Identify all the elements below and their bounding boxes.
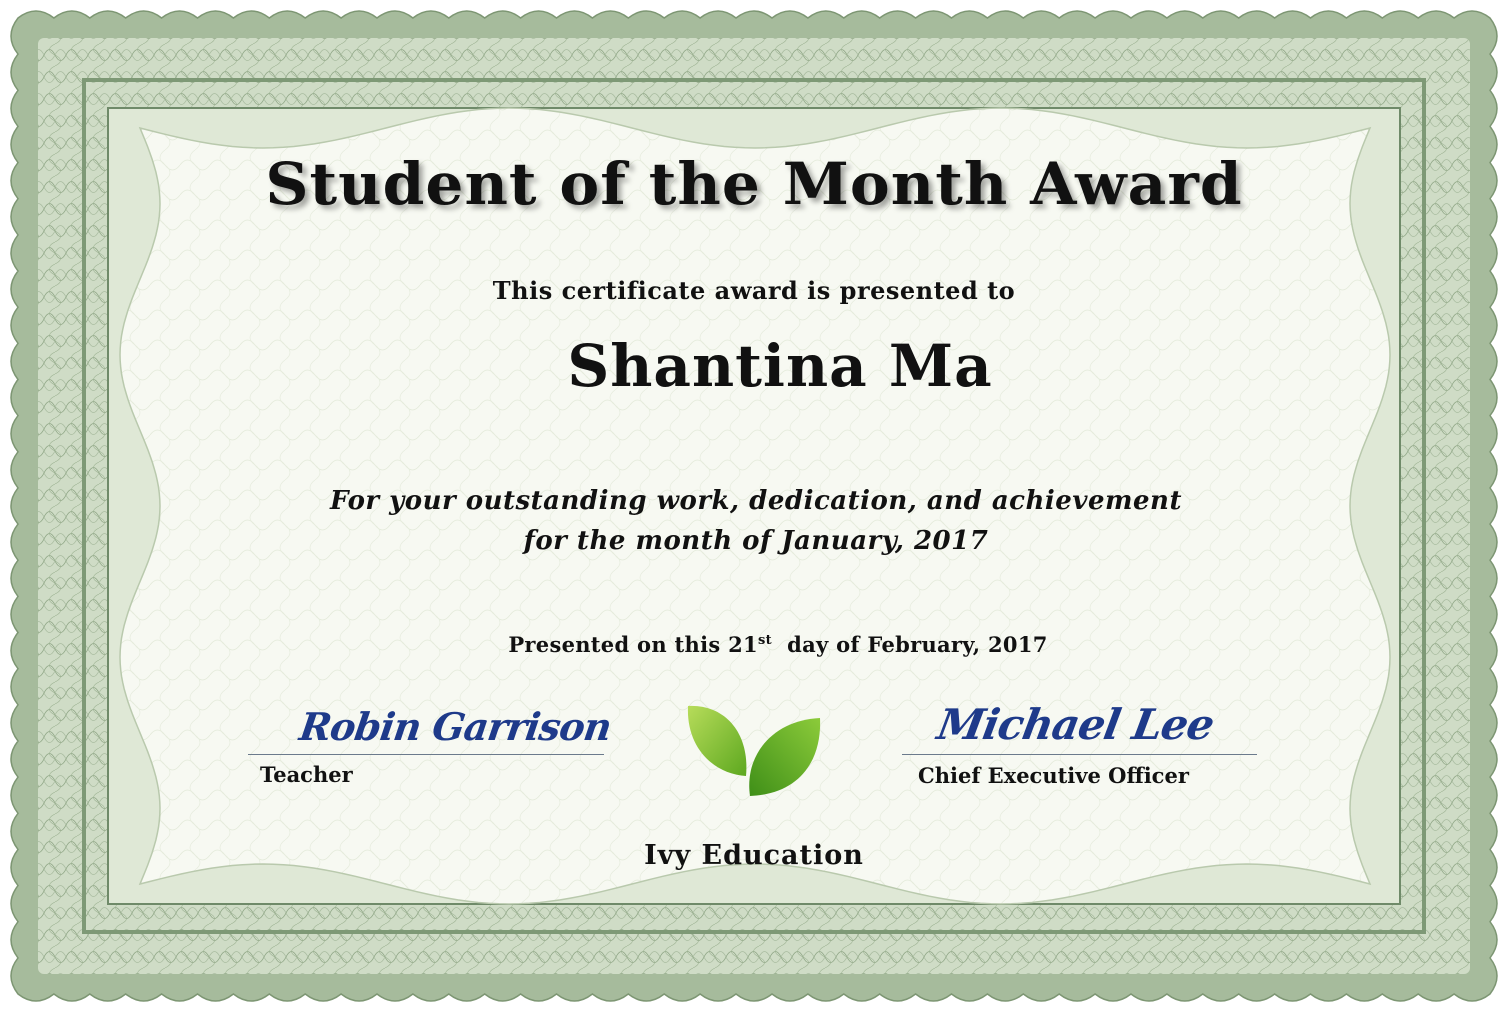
leaf-icon (684, 702, 824, 802)
signature-right: Michael Lee (933, 700, 1218, 749)
signer-role-left: Teacher (260, 762, 353, 787)
certificate-title: Student of the Month Award (265, 150, 1243, 218)
reason-line-2: for the month of January, 2017 (523, 526, 989, 556)
signature-left: Robin Garrison (296, 704, 614, 749)
presented-date-prefix: Presented on this 21 (508, 632, 758, 657)
presented-date-suffix: day of February, 2017 (787, 632, 1048, 657)
recipient-name: Shantina Ma (567, 332, 993, 400)
presented-date-ordinal: st (757, 633, 772, 648)
presented-date (24, 632, 1508, 657)
reason-line-1: For your outstanding work, dedication, and achievement (330, 486, 1182, 516)
signature-line-left (248, 754, 604, 755)
presented-to-line: This certificate award is presented to (492, 276, 1016, 305)
award-reason (2, 481, 1508, 561)
organization-name: Ivy Education (644, 840, 864, 871)
signer-role-right: Chief Executive Officer (918, 763, 1189, 788)
signature-line-right (902, 754, 1257, 755)
